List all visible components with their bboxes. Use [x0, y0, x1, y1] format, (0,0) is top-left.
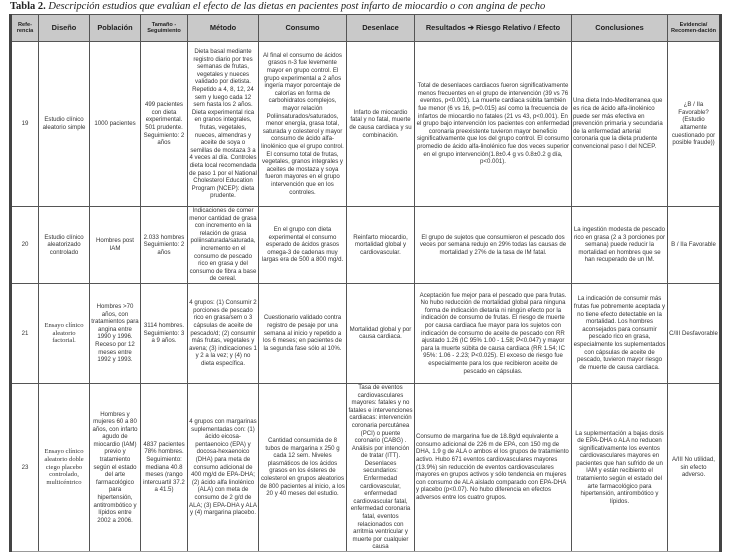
- cell-diseno: Estudio clínico aleatorizado controlado: [39, 207, 90, 284]
- cell-ref: 23: [11, 383, 39, 551]
- header-poblacion: Población: [90, 15, 141, 42]
- cell-consumo: Al final el consumo de ácidos grasos n-3 fue levemente mayor en grupo control. El grupo experimental a 2 años ingería mayor porcentaje de calorías en forma de carbohidratos complejos, mayor relación Poliinsaturados/saturados, menor energía, grasa total, saturada y colesterol y mayor consumo de ácido alfa-linolénico que el grupo control. El consumo total de frutas, vegetales, granos integrales y aceites de mostaza y soya fueron mayores en el grupo intervención que en los controles.: [259, 42, 347, 207]
- header-resultados: Resultados ➔ Riesgo Relativo / Efecto: [415, 15, 572, 42]
- header-referencia: Refe-rencia: [11, 15, 39, 42]
- cell-tamano: 4837 pacientes 78% hombres. Seguimiento: mediana 40.8 meses (rango intercuartil 37.2 a 41.5): [141, 383, 188, 551]
- cell-ref: 20: [11, 207, 39, 284]
- cell-metodo: Indicaciones de comer menor cantidad de grasa con incremento en la relación de grasa poliinsaturada/saturada, incremento en el consumo de pescado rico en grasa y del consumo de fibra a base de cereal.: [189, 207, 257, 283]
- header-metodo: Método: [188, 15, 259, 42]
- header-row: [11, 15, 721, 42]
- cell-resultados: Consumo de margarina fue de 18.8g/d equivalente a consumo adicional de 226 m de EPA, con 150 mg de DHA, 1.9 g de ALA o ambos el los grupos de tratamiento activo. Hubo 671 eventos cardiovasculares mayores (13.9%) sin reducción de eventos cardiovasculares mayores en grupos activos y sólo tendencia en mujeres con consumo de ALA aislado comparado con EPA-DHA y placebo (p<0.07). No hubo diferencia en efectos adversos entre los cuatro grupos.: [415, 383, 572, 551]
- cell-conclusiones: La ingestión modesta de pescado rico en grasa (2 a 3 porciones por semana) puede reducir la mortalidad en hombres que se han recuperado de un IM.: [572, 207, 668, 284]
- cell-poblacion: 1000 pacientes: [90, 42, 141, 207]
- cell-consumo: Cuestionario validado contra registro de pesaje por una semana al inicio y repetido a los 6 meses; en pacientes de la segunda fase sólo al 10%.: [259, 283, 347, 383]
- header-conclusiones: Conclusiones: [572, 15, 668, 42]
- cell-metodo: 4 grupos: (1) Consumir 2 porciones de pescado rico en grasa/sem o 3 cápsulas de aceite de pescado/d; (2) consumir más frutas, vegetales y avena; (3) indicaciones 1 y 2 a la vez; y (4) no dieta específica.: [188, 283, 259, 383]
- cell-desenlace: Infarto de miocardio fatal y no fatal, muerte de causa cardiaca y su combinación.: [347, 42, 415, 207]
- cell-diseno: Ensayo clínico aleatorio doble ciego placebo controlado, multicéntrico: [39, 383, 90, 551]
- cell-desenlace: Mortalidad global y por causa cardiaca.: [347, 283, 415, 383]
- cell-desenlace: Reinfarto miocardio, mortalidad global y cardiovascular.: [347, 207, 415, 284]
- header-consumo: Consumo: [259, 15, 347, 42]
- cell-diseno: Estudio clínico aleatorio simple: [39, 42, 90, 207]
- cell-conclusiones: Una dieta Indo-Mediterranea que es rica de ácido alfa-linolénico puede ser más efectiva en prevención primaria y secundaria de la enfermedad arterial coronaria que la dieta prudente convencional paso I del NCEP.: [572, 42, 668, 207]
- cell-tamano: 3114 hombres. Seguimiento: 3 a 9 años.: [141, 283, 188, 383]
- header-evidencia: Evidencia/ Recomen-dación: [668, 15, 721, 42]
- cell-poblacion: Hombres y mujeres 60 a 80 años, con infarto agudo de miocardio (IAM) previo y tratamiento según el estado del arte farmacológico para hipertensión, antitrombótico y lípidos entre 2002 a 2006.: [90, 383, 141, 551]
- cell-ref: 21: [11, 283, 39, 383]
- cell-poblacion: Hombres >70 años, con tratamientos para angina entre 1990 y 1996. Receso por 12 meses entre 1992 y 1993.: [90, 283, 141, 383]
- cell-conclusiones: La suplementación a bajas dosis de EPA-DHA o ALA no reducen significativamente los eventos cardiovasculares mayores en pacientes que han sufrido de un IAM y están recibiento el tratamiento según el estado del arte farmacológico para hipertensión, antirombótico y lípidos.: [572, 383, 668, 551]
- header-tamano: Tamaño - Seguimiento: [141, 15, 188, 42]
- cell-diseno: Ensayo clínico aleatorio factorial.: [39, 283, 90, 383]
- cell-ref: 19: [11, 42, 39, 207]
- header-diseno: Diseño: [39, 15, 90, 42]
- cell-metodo: 4 grupos con margarinas suplementadas con: (1) ácido eicosa-pentaenoico (EPA) y docosa-hexaenoico (DHA) para meta de consumo adicional de 400 mg/d de EPA-DHA; (2) ácido alfa linolénico (ALA) con meta de consumo de 2 g/d de ALA; (3) EPA-DHA y ALA y (4) margarina placebo.: [188, 383, 259, 551]
- studies-table: [9, 14, 722, 552]
- header-desenlace: Desenlace: [347, 15, 415, 42]
- caption-text: Descripción estudios que evalúan el efecto de las dietas en pacientes post infarto de miocardio o con angina de pecho: [48, 1, 546, 12]
- cell-tamano: 2.033 hombres Seguimiento: 2 años: [141, 207, 188, 284]
- cell-evidencia: ¿B / IIa Favorable? (Estudio altamente cuestionado por posible fraude)): [668, 42, 721, 207]
- table-row: [11, 383, 721, 551]
- cell-poblacion: Hombres post IAM: [90, 207, 141, 284]
- cell-consumo: En el grupo con dieta experimental el consumo esperado de ácidos grasos omega-3 de cadenas muy largas era de 500 a 800 mg/d.: [259, 207, 347, 284]
- cell-tamano: 499 pacientes con dieta experimental. 501 prudente. Seguimiento: 2 años: [141, 42, 188, 207]
- table-row: [11, 207, 721, 284]
- cell-resultados: Aceptación fue mejor para el pescado que para frutas. No hubo reducción de mortalidad global para ninguna forma de indicación dietaria ni ningún efecto por la indicación de consumo de frutas. El riesgo de muerte por causa cardiaca fue mayor para los sujetos con indicación de consumo de aceite de pescado con RR ajustado 1.26 (IC 95% 1.00 - 1.58; P<0.047) y mayor para la muerte súbita de causa cardiaca (RR 1.54; IC 95%: 1.06 - 2.23; P<0.025). El exceso de riesgo fue especialmente para los que recibieron aceite de pescado en cápsulas.: [415, 283, 572, 383]
- cell-consumo: Cantidad consumida de 8 tubos de margarina x 250 g cada 12 sem. Niveles plasmáticos de los ácidos grasos en los ésteres de colesterol en grupos aleatorios de 800 pacientes al inicio, a los 20 y 40 meses del estudio.: [259, 383, 347, 551]
- cell-evidencia: B / IIa Favorable: [668, 207, 721, 284]
- table-row: [11, 42, 721, 207]
- caption-label: Tabla 2.: [10, 1, 46, 12]
- cell-metodo: Dieta basal mediante registro diario por tres semanas de frutas, vegetales y nueces validado por dietista. Repetido a 4, 8, 12, 24 sem y luego cada 12 sem hasta los 2 años. Dieta experimental rica en granos integrales, frutas, vegetales, nueces, almendras y aceite de soya o semillas de mostaza 3 a 4 veces al día. Controles dieta local recomendada de paso 1 por el National Cholesterol Education Program (NCEP): dieta prudente.: [188, 42, 259, 207]
- table-caption: [10, 1, 545, 12]
- cell-conclusiones: La indicación de consumir más frutas fue pobremente aceptada y no tiene efecto detectable en la mortalidad. Los hombres aconsejados para consumir pescado rico en grasa, especialmente los suplementados con cápsulas de aceite de pescado, tuvieron mayor riesgo de muerte de causa cardiaca.: [572, 283, 668, 383]
- cell-resultados: Total de desenlaces cardiacos fueron significativamente menos frecuentes en el grupo de intervención (39 vs 76 eventos, p<0.001). La muerte cardiaca súbita también fue menor (6 vs 16, p=0.015) así como la frecuencia de infartos de miocardio no fatales (21 vs 43, p<0.001). En el grupo bajo intervención los pacientes con enfermedad coronaria preexistente tuvieron mayor beneficio significativamente que los del grupo control. El consumo promedio de ácido alfa-linolénico fue dos veces superior en el grupo intervención(1.8±0.4 g vs 0.8±0.2 g día, p<0.001).: [415, 42, 572, 207]
- cell-evidencia: C/III Desfavorable: [668, 283, 721, 383]
- cell-desenlace: Tasa de eventos cardiovasculares mayores: fatales y no fatales e intervenciones cardiacas: intervención coronaria percutánea (PCI) o puente coronario (CABG) . Análisis por intención de tratar (ITT). Desenlaces secundarios: Enfermedad cardiovascular, enfermedad cardiovascular fatal, enfermedad coronaria fatal, eventos relacionados con arritmia ventricular y muerte por cualquier causa: [348, 383, 413, 551]
- cell-resultados: El grupo de sujetos que consumieron el pescado dos veces por semana redujo en 29% todas las causas de mortalidad y 27% de la tasa de IM fatal.: [415, 207, 572, 284]
- cell-evidencia: A/III No utilidad, sin efecto adverso.: [668, 383, 721, 551]
- table-row: [11, 283, 721, 383]
